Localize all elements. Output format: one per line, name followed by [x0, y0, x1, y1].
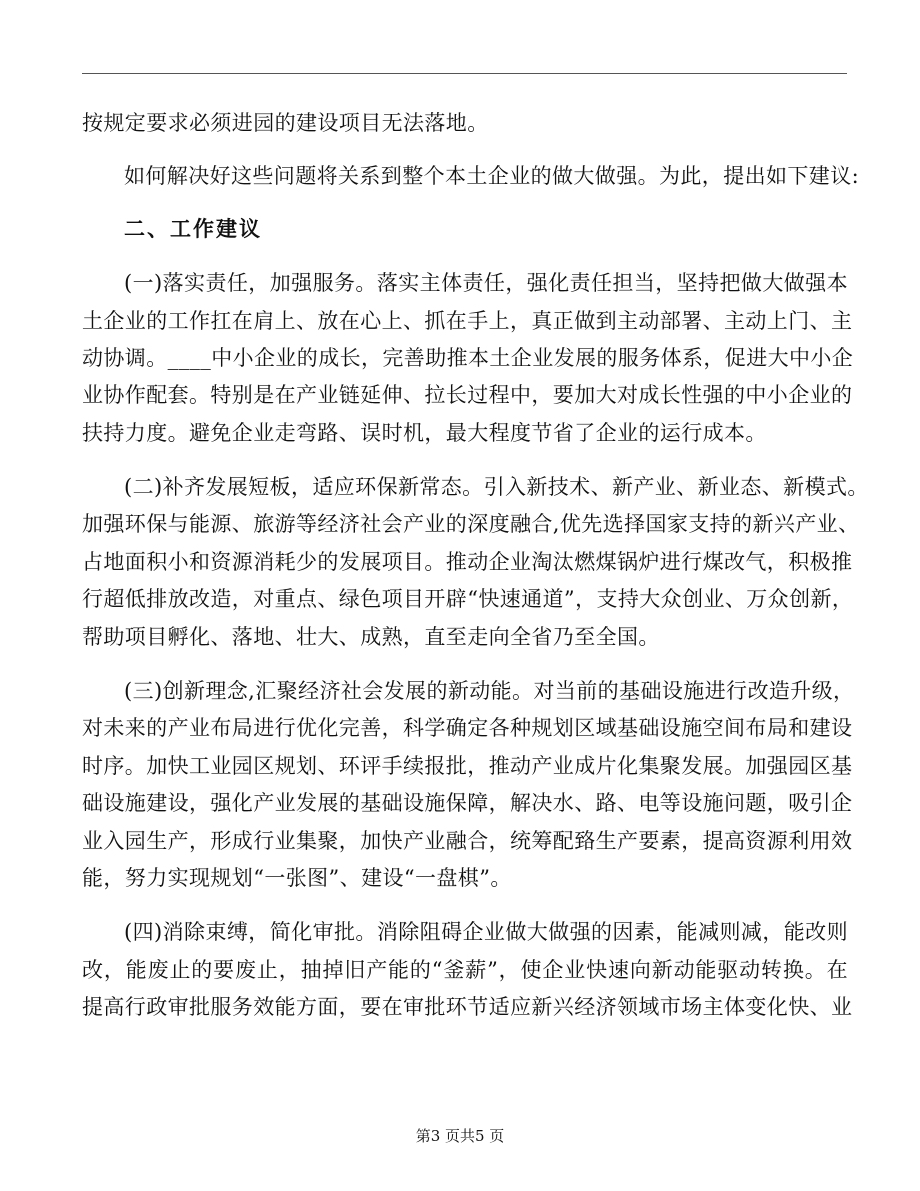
text-line: 占地面积小和资源消耗少的发展项目。推动企业淘汰燃煤锅炉进行煤改气，积极推 — [82, 550, 853, 574]
text-line: 业入园生产，形成行业集聚，加快产业融合，统筹配臵生产要素，提高资源利用效 — [82, 829, 853, 853]
text-line: 改，能废止的要废止，抽掉旧产能的“釜薪”，使企业快速向新动能驱动转换。在 — [82, 958, 848, 982]
page-number: 第3 页共5 页 — [415, 1127, 505, 1145]
section-heading: 二、工作建议 — [124, 216, 262, 241]
text-line: 帮助项目孵化、落地、壮大、成熟，直至走向全省乃至全国。 — [82, 625, 660, 649]
text-line: 提高行政审批服务效能方面，要在审批环节适应新兴经济领域市场主体变化快、业 — [82, 995, 853, 1019]
text-line: 能，努力实现规划“一张图”、建设“一盘棋”。 — [82, 866, 512, 890]
text-line: (三)创新理念,汇聚经济社会发展的新动能。对当前的基础设施进行改造升级， — [124, 679, 855, 703]
text-line: 时序。加快工业园区规划、环评手续报批，推动产业成片化集聚发展。加强园区基 — [82, 754, 853, 778]
text-line: 如何解决好这些问题将关系到整个本土企业的做大做强。为此，提出如下建议: — [124, 164, 860, 188]
text-line: 对未来的产业布局进行优化完善，科学确定各种规划区域基础设施空间布局和建设 — [82, 716, 853, 740]
text-line: 业协作配套。特别是在产业链延伸、拉长过程中，要加大对成长性强的中小企业的 — [82, 383, 853, 407]
text-line: (四)消除束缚，简化审批。消除阻碍企业做大做强的因素，能减则减，能改则 — [124, 920, 848, 944]
text-line: 按规定要求必须进园的建设项目无法落地。 — [82, 111, 489, 135]
text-line: 加强环保与能源、旅游等经济社会产业的深度融合,优先选择国家支持的新兴产业、 — [82, 512, 860, 536]
text-line: 动协调。____中小企业的成长，完善助推本土企业发展的服务体系，促进大中小企 — [82, 346, 854, 370]
text-line: 础设施建设，强化产业发展的基础设施保障，解决水、路、电等设施问题，吸引企 — [82, 791, 853, 815]
text-line: (一)落实责任，加强服务。落实主体责任，强化责任担当，坚持把做大做强本 — [124, 271, 848, 295]
text-line: 行超低排放改造，对重点、绿色项目开辟“快速通道”，支持大众创业、万众创新， — [82, 587, 854, 611]
header-rule — [82, 73, 847, 74]
text-line: (二)补齐发展短板，适应环保新常态。引入新技术、新产业、新业态、新模式。 — [124, 475, 869, 499]
text-line: 扶持力度。避免企业走弯路、误时机，最大程度节省了企业的运行成本。 — [82, 421, 767, 445]
text-line: 土企业的工作扛在肩上、放在心上、抓在手上，真正做到主动部署、主动上门、主 — [82, 309, 853, 333]
